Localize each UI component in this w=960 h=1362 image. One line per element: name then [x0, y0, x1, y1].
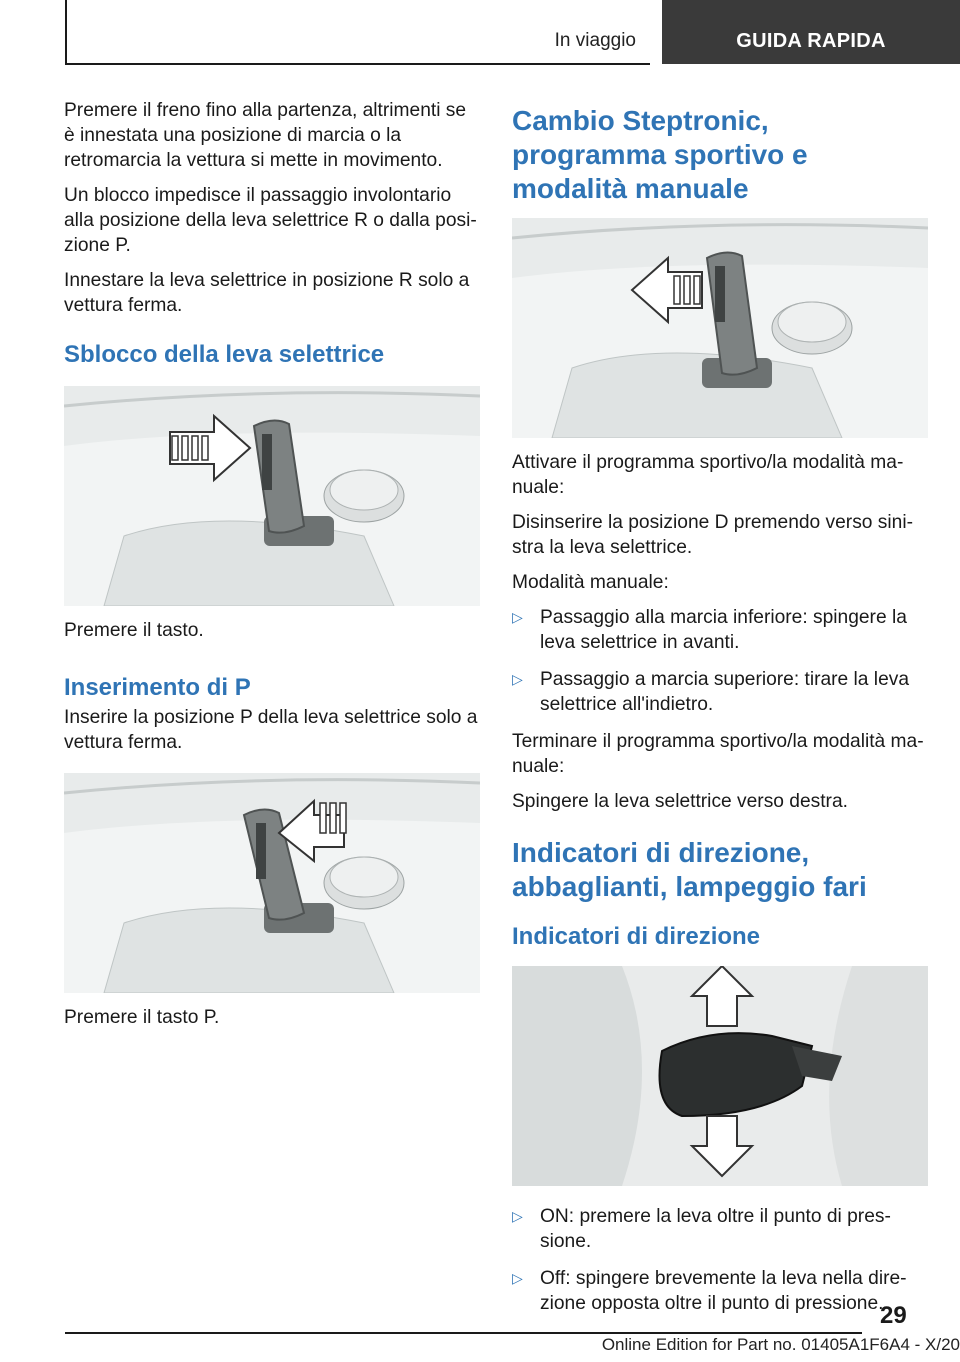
right-column [512, 98, 930, 1328]
header-section-title: In viaggio [554, 30, 636, 51]
figure-caption: Premere il tasto P. [64, 1007, 220, 1028]
left-column [64, 98, 482, 1040]
footer-edition: Online Edition for Part no. 01405A1F6A4 - X/20 [601, 1335, 960, 1354]
subsection-heading-indicators: Indicatori di direzione [512, 923, 761, 950]
list-item: ▷ Passaggio alla marcia inferiore: spingere la leva selettrice in avanti. [512, 607, 907, 653]
header-guide-label: GUIDA RAPIDA [736, 29, 886, 52]
header-rule-bottom [65, 63, 650, 65]
section-heading-steptronic: Cambio Steptronic, programma sportivo e modalità manuale [512, 105, 808, 204]
section-heading-park: Inserimento di P [64, 674, 251, 701]
section-heading-lights: Indicatori di direzione, abbaglianti, lampeggio fari [512, 837, 867, 902]
turn-signal-stalk-photo [512, 966, 928, 1186]
paragraph: Inserire la posizione P della leva selettrice solo a vettura ferma. [64, 707, 478, 753]
paragraph: Terminare il programma sportivo/la modalità manuale: [512, 731, 924, 777]
triangle-right-icon: ▷ [512, 671, 523, 687]
triangle-right-icon: ▷ [512, 609, 523, 625]
paragraph: Innestare la leva selettrice in posizione R solo a vettura ferma. [64, 270, 470, 316]
list-item: ▷ Passaggio a marcia superiore: tirare la leva selettrice all'indietro. [512, 669, 910, 715]
section-heading-unlock: Sblocco della leva selettrice [64, 341, 385, 368]
paragraph: Un blocco impedisce il passaggio involontario alla posizione della leva selettrice R o dalla posizione P. [64, 185, 477, 256]
header-rule-left [65, 0, 67, 64]
header-guide-tab [662, 0, 960, 64]
triangle-right-icon: ▷ [512, 1270, 523, 1286]
paragraph: Spingere la leva selettrice verso destra. [512, 791, 848, 812]
list-item: ▷ ON: premere la leva oltre il punto di pressione. [512, 1206, 891, 1252]
steptronic-lever-photo [512, 218, 928, 438]
figure-caption: Premere il tasto. [64, 620, 204, 641]
gear-lever-unlock-photo [64, 386, 480, 606]
triangle-right-icon: ▷ [512, 1208, 523, 1224]
page-number: 29 [880, 1302, 907, 1329]
gear-lever-park-photo [64, 773, 480, 993]
footer-rule [65, 1332, 862, 1334]
paragraph: Modalità manuale: [512, 572, 669, 593]
paragraph: Attivare il programma sportivo/la modalità manuale: [512, 452, 904, 498]
list-item: ▷ Off: spingere brevemente la leva nella direzione opposta oltre il punto di pressione. [512, 1268, 907, 1314]
paragraph: Disinserire la posizione D premendo verso sinistra la leva selettrice. [512, 512, 913, 558]
paragraph: Premere il freno fino alla partenza, altrimenti se è innestata una posizione di marcia o la retromarcia la vettura si mette in movimento. [64, 100, 467, 171]
manual-mode-list [512, 605, 930, 717]
indicator-list [512, 1204, 930, 1316]
